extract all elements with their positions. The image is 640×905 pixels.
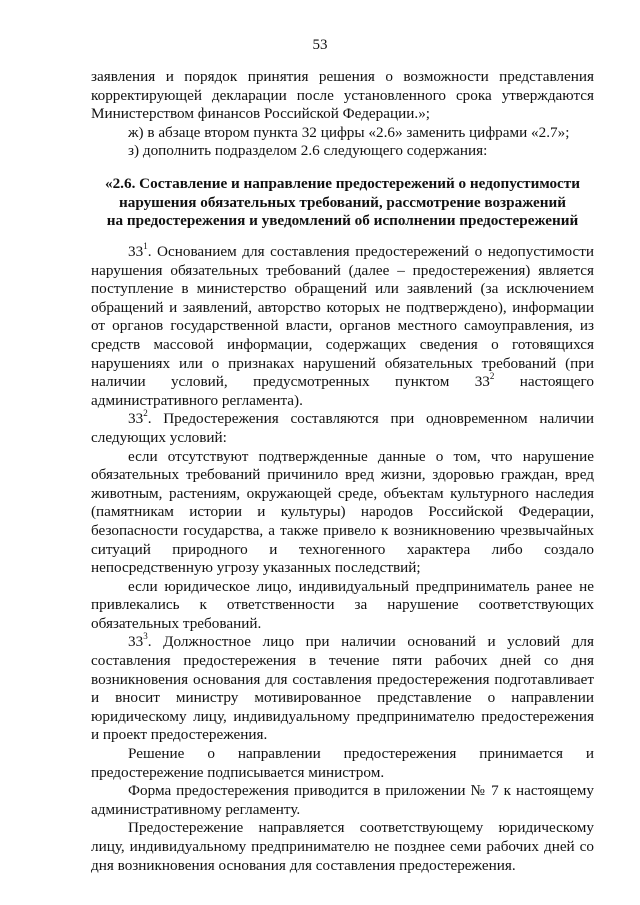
intro-section (91, 68, 594, 161)
clause-33-3-text: . Должностное лицо при наличии оснований и условий для составления предостережения в течение пяти рабочих дней со дня возникновения основания для составления предостережения подготавливает и вносит министру мотивированное представление о направлении юридическому лицу, индивидуальному предпринимателю предостережения и проект предостережения. (91, 633, 594, 744)
heading-line-1: «2.6. Составление и направление предостережений о недопустимости (104, 175, 581, 192)
clause-33-3-superscript: 3 (143, 631, 148, 642)
page-number: 53 (312, 37, 328, 53)
decision-paragraph: Решение о направлении предостережения принимается и предостережение подписывается министром. (91, 745, 594, 781)
clause-33-1-superscript: 1 (143, 240, 148, 251)
sending-paragraph: Предостережение направляется соответствующему юридическому лицу, индивидуальному предпринимателю не позднее семи рабочих дней со дня возникновения основания для составления предостережения. (91, 819, 594, 874)
section-heading (91, 175, 594, 231)
clause-33-2-condition-1: если отсутствуют подтвержденные данные о том, что нарушение обязательных требований причинило вред жизни, здоровью граждан, вред животным, растениям, окружающей среде, объектам культурного наследия (памятникам истории и культуры) народов Российской Федерации, безопасности государства, а также привело к возникновению чрезвычайных ситуаций природного и техногенного характера либо создало непосредственную угрозу указанных последствий; (91, 447, 594, 577)
clause-33-1-text-a: . Основанием для составления предостережений о недопустимости нарушения обязательных требований (далее – предостережения) является поступление в министерство обращений или заявлений (за исключением обращений и заявлений, авторство которых не подтверждено), информации от органов государственной власти, органов местного самоуправления, из средств массовой информации, содержащих сведения о готовящихся нарушениях или о признаках нарушений обязательных требований (при наличии условий, предусмотренных пунктом 33 (91, 243, 594, 391)
clause-33-3 (91, 633, 594, 745)
heading-line-3: на предостережения и уведомлений об исполнении предостережений (106, 212, 579, 230)
clause-33-1-text-b: настоящего административного регламента). (91, 373, 594, 409)
clause-33-2 (91, 410, 594, 447)
section-body (91, 240, 594, 875)
clause-33-2-condition-2: если юридическое лицо, индивидуальный предприниматель ранее не привлекались к ответственности за нарушение соответствующих обязательных требований. (91, 577, 594, 632)
heading-line-2: нарушения обязательных требований, рассмотрение возражений (119, 193, 566, 211)
clause-33-2-superscript: 2 (143, 408, 148, 419)
clause-33-3-number: 33 (128, 633, 144, 651)
clause-33-1 (91, 240, 594, 410)
clause-33-2-text: . Предостережения составляются при одновременном наличии следующих условий: (91, 410, 594, 446)
intro-paragraph-continuation: заявления и порядок принятия решения о возможности представления корректирующей декларации после установленного срока утверждаются Министерством финансов Российской Федерации.»; (91, 68, 594, 123)
clause-33-1-ref-superscript: 2 (489, 371, 495, 382)
intro-item-z: з) дополнить подразделом 2.6 следующего содержания: (128, 142, 488, 160)
form-paragraph: Форма предостережения приводится в приложении № 7 к настоящему административному регламенту. (91, 782, 594, 818)
intro-item-zh: ж) в абзаце втором пункта 32 цифры «2.6» заменить цифрами «2.7»; (128, 123, 570, 141)
clause-33-1-number: 33 (128, 243, 144, 260)
clause-33-2-number: 33 (128, 410, 144, 428)
